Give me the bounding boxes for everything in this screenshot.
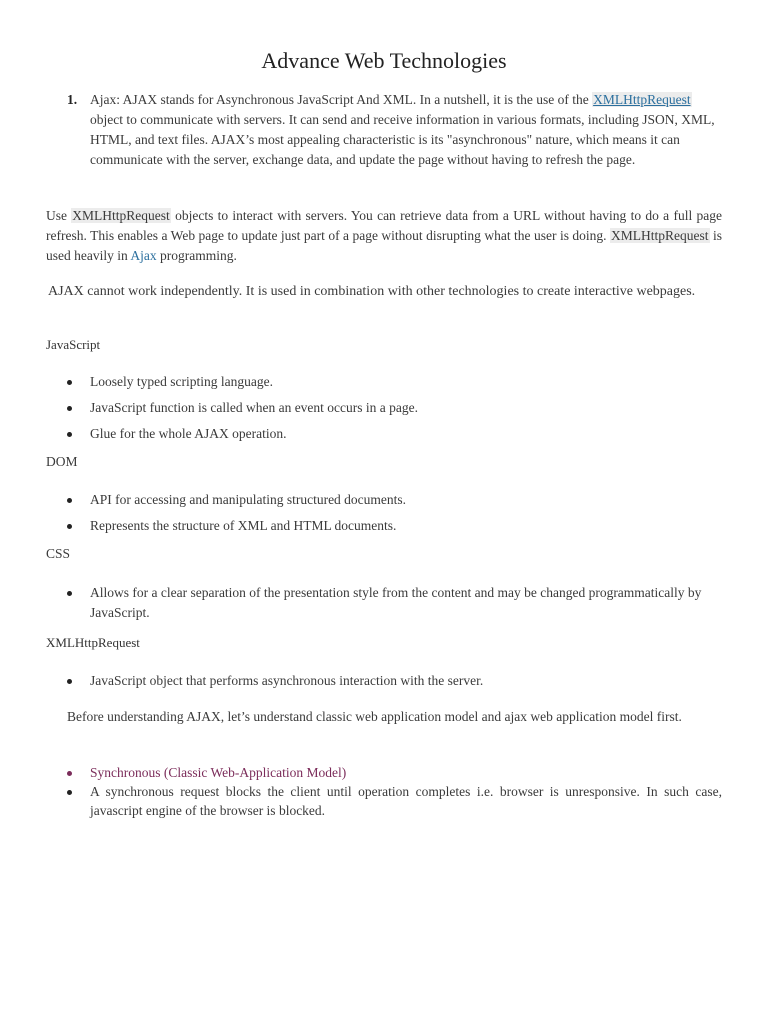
bullet-icon xyxy=(67,498,72,503)
item-intro-text: : AJAX stands for Asynchronous JavaScript And XML. In a nutshell, it is the use of the xyxy=(116,92,593,107)
section-heading-css: CSS xyxy=(46,546,71,561)
list-item: Allows for a clear separation of the presentation style from the content and may be changed programmatically by JavaScript. xyxy=(67,583,717,623)
bullet-icon xyxy=(67,790,72,795)
list-item: Glue for the whole AJAX operation. xyxy=(67,424,717,450)
bullet-icon xyxy=(67,591,72,596)
bullet-icon xyxy=(67,432,72,437)
list-item-synchronous-description: A synchronous request blocks the client until operation completes i.e. browser is unresponsive. In such case, javascript engine of the browser is blocked. xyxy=(67,782,722,820)
list-item: JavaScript function is called when an event occurs in a page. xyxy=(67,398,717,424)
paragraph-xhr-usage xyxy=(46,206,722,266)
list-number: 1. xyxy=(67,92,78,107)
list-javascript xyxy=(67,372,717,450)
page-title: Advance Web Technologies xyxy=(261,48,507,73)
para-text: is used heavily in xyxy=(46,228,722,263)
paragraph-before-understanding: Before understanding AJAX, let’s understand classic web application model and ajax web application model first. xyxy=(67,709,682,724)
code-xmlhttprequest: XMLHttpRequest xyxy=(72,208,170,223)
section-heading-xmlhttprequest: XMLHttpRequest xyxy=(46,635,140,650)
list-item: Loosely typed scripting language. xyxy=(67,372,717,398)
list-item: API for accessing and manipulating structured documents. xyxy=(67,490,717,516)
list-dom xyxy=(67,490,717,542)
para-text: programming. xyxy=(156,248,237,263)
section-heading-javascript: JavaScript xyxy=(46,337,101,352)
ajax-link[interactable]: Ajax xyxy=(130,248,157,263)
paragraph-ajax-combination: AJAX cannot work independently. It is used in combination with other technologies to create interactive webpages. xyxy=(48,284,696,299)
bullet-icon xyxy=(67,524,72,529)
bullet-icon xyxy=(67,380,72,385)
list-xmlhttprequest xyxy=(67,671,717,691)
list-item: JavaScript object that performs asynchronous interaction with the server. xyxy=(67,671,717,691)
list-item: Represents the structure of XML and HTML documents. xyxy=(67,516,717,542)
bullet-icon xyxy=(67,406,72,411)
para-text: Use xyxy=(46,208,72,223)
section-heading-dom: DOM xyxy=(46,454,78,469)
term-ajax: Ajax xyxy=(90,92,117,107)
xmlhttprequest-link[interactable]: XMLHttpRequest xyxy=(593,92,691,107)
code-xmlhttprequest: XMLHttpRequest xyxy=(611,228,709,243)
numbered-item-ajax xyxy=(67,90,717,170)
list-item-synchronous: Synchronous (Classic Web-Application Model) xyxy=(67,763,722,782)
list-models xyxy=(67,763,722,820)
item-rest-text: object to communicate with servers. It can send and receive information in various formats, including JSON, XML, HTML, and text files. AJAX’s most appealing characteristic is its "asynchronous" nature, which means it can communicate with the server, exchange data, and update the page without having to refresh the page. xyxy=(90,112,715,167)
bullet-icon xyxy=(67,771,72,776)
numbered-item-text xyxy=(90,90,717,170)
para-text: objects to interact with servers. You can retrieve data from a URL without having to do a full page refresh. This enables a Web page to update just part of a page without disrupting what the user is doing. xyxy=(46,208,722,243)
bullet-icon xyxy=(67,679,72,684)
list-css xyxy=(67,583,717,623)
